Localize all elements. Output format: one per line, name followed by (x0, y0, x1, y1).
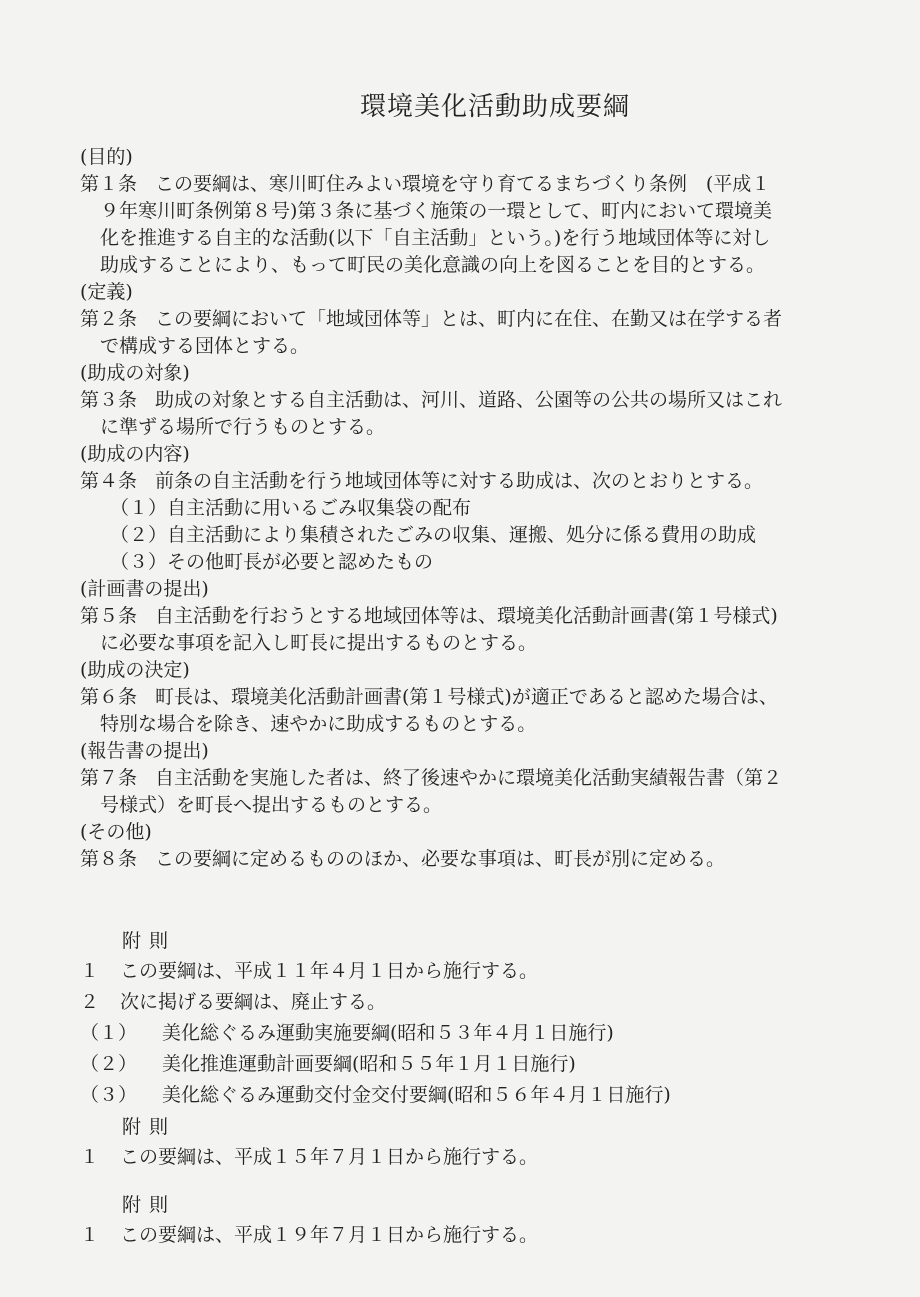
supplementary-title: 附則 (122, 930, 177, 952)
article-heading: (計画書の提出) (80, 578, 209, 600)
articles-section (80, 144, 880, 873)
article-1 (80, 171, 880, 279)
article-number: 第２条 (80, 308, 138, 330)
article-heading: (定義) (80, 281, 133, 303)
article-5 (80, 603, 880, 657)
article-number: 第３条 (80, 389, 138, 411)
article-number: 第６条 (80, 686, 138, 708)
article-line: 助成することにより、もって町民の美化意識の向上を図ることを目的とする。 (100, 254, 766, 276)
article-number: 第５条 (80, 605, 138, 627)
article-heading: (報告書の提出) (80, 740, 209, 762)
article-line: ９年寒川町条例第８号)第３条に基づく施策の一環として、町内において環境美 (100, 200, 773, 222)
article-heading: (その他) (80, 821, 152, 843)
article-line: 号様式）を町長へ提出するものとする。 (100, 794, 443, 816)
supplementary-subitem: （３） 美化総ぐるみ運動交付金交付要綱(昭和５６年４月１日施行) (80, 1084, 671, 1106)
article-2 (80, 306, 880, 360)
article-4 (80, 468, 880, 495)
supplementary-subitem: （１） 美化総ぐるみ運動実施要綱(昭和５３年４月１日施行) (80, 1022, 614, 1044)
supplementary-line: １ この要綱は、平成１１年４月１日から施行する。 (80, 960, 539, 982)
supplementary-provision (80, 1112, 880, 1173)
article-number: 第８条 (80, 848, 138, 870)
article-3 (80, 387, 880, 441)
supplementary-line: １ この要綱は、平成１９年７月１日から施行する。 (80, 1224, 539, 1246)
article-number: 第１条 (80, 173, 138, 195)
article-line: この要綱において「地域団体等」とは、町内に在住、在勤又は在学する者 (155, 308, 783, 330)
supplementary-line: ２ 次に掲げる要綱は、廃止する。 (80, 991, 387, 1013)
article-line: に必要な事項を記入し町長に提出するものとする。 (100, 632, 538, 654)
article-line: 助成の対象とする自主活動は、河川、道路、公園等の公共の場所又はこれ (155, 389, 783, 411)
article-7 (80, 765, 880, 819)
supplementary-title: 附則 (122, 1194, 177, 1216)
article-line: 前条の自主活動を行う地域団体等に対する助成は、次のとおりとする。 (155, 470, 764, 492)
list-item: （３）その他町長が必要と認めたもの (110, 551, 434, 573)
article-heading: (助成の内容) (80, 443, 190, 465)
article-line: 自主活動を行おうとする地域団体等は、環境美化活動計画書(第１号様式) (155, 605, 778, 627)
article-line: で構成する団体とする。 (100, 335, 310, 357)
list-item: （２）自主活動により集積されたごみの収集、運搬、処分に係る費用の助成 (110, 524, 757, 546)
article-8 (80, 846, 880, 873)
article-number: 第４条 (80, 470, 138, 492)
supplementary-line: １ この要綱は、平成１５年７月１日から施行する。 (80, 1146, 539, 1168)
article-line: に準ずる場所で行うものとする。 (100, 416, 386, 438)
article-heading: (目的) (80, 146, 133, 168)
list-item: （１）自主活動に用いるごみ収集袋の配布 (110, 497, 472, 519)
article-line: 町長は、環境美化活動計画書(第１号様式)が適正であると認めた場合は、 (155, 686, 778, 708)
supplementary-subitem: （２） 美化推進運動計画要綱(昭和５５年１月１日施行) (80, 1053, 576, 1075)
article-line: 特別な場合を除き、速やかに助成するものとする。 (100, 713, 537, 735)
supplementary-provision (80, 926, 880, 1111)
supplementary-provision (80, 1190, 880, 1251)
article-heading: (助成の決定) (80, 659, 190, 681)
article-line: この要綱は、寒川町住みよい環境を守り育てるまちづくり条例 (平成１ (155, 173, 771, 195)
document-title: 環境美化活動助成要綱 (359, 92, 630, 122)
article-6 (80, 684, 880, 738)
article-line: この要綱に定めるもののほか、必要な事項は、町長が別に定める。 (155, 848, 726, 870)
article-line: 自主活動を実施した者は、終了後速やかに環境美化活動実績報告書（第２ (155, 767, 783, 789)
article-line: 化を推進する自主的な活動(以下「自主活動」という。)を行う地域団体等に対し (100, 227, 771, 249)
article-heading: (助成の対象) (80, 362, 190, 384)
supplementary-title: 附則 (122, 1116, 177, 1138)
article-number: 第７条 (80, 767, 138, 789)
